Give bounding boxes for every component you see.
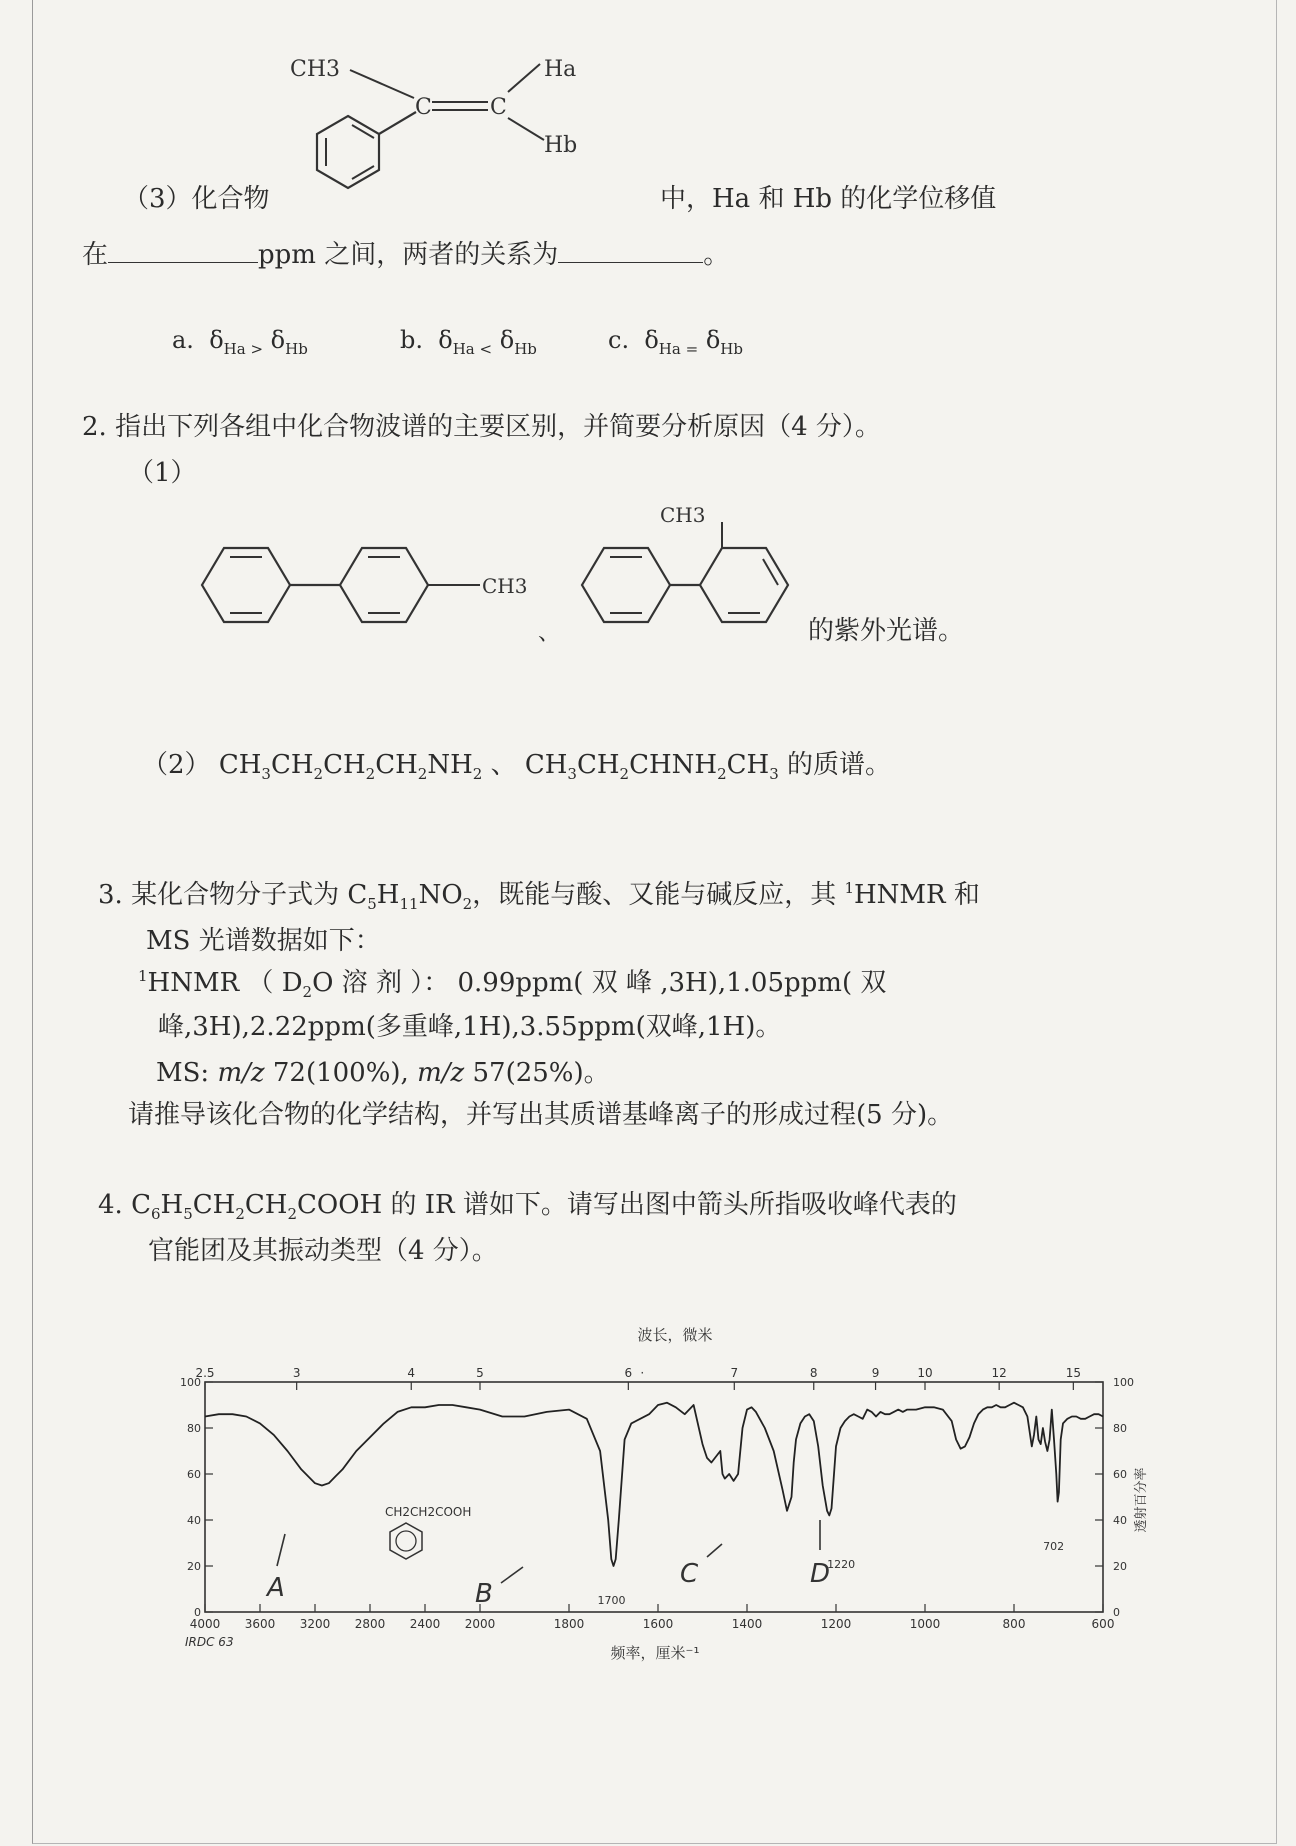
x-tick-label-top: 5 — [476, 1366, 484, 1380]
x-tick-label-bottom: 600 — [1091, 1617, 1115, 1631]
x-tick-label-bottom: 2800 — [354, 1617, 386, 1631]
y-tick-label-left: 60 — [187, 1468, 201, 1481]
x-tick-label-top: 10 — [917, 1366, 933, 1380]
q2-part1-suffix: 的紫外光谱。 — [808, 616, 965, 646]
peak-label: 1220 — [827, 1558, 856, 1571]
x-tick-label-top: 6 — [624, 1366, 633, 1380]
peak-arrow — [277, 1534, 285, 1566]
y-tick-label-left: 80 — [187, 1422, 201, 1435]
y-tick-label-left: 40 — [187, 1514, 201, 1527]
y-tick-label-left: 20 — [187, 1560, 201, 1573]
structure-separator: 、 — [538, 621, 561, 646]
peak-arrow — [707, 1544, 722, 1557]
y-tick-label-right: 80 — [1113, 1422, 1127, 1435]
peak-arrow — [501, 1567, 523, 1583]
peak-label: 702 — [1043, 1540, 1065, 1553]
x-tick-label-bottom: 2000 — [464, 1617, 496, 1631]
q4-line1: 4. $C_6H_5CH_2CH_2COOH$ 的 IR 谱如下。请写出图中箭头所指吸收峰代表的 — [98, 1190, 957, 1223]
q1-3-line1-suffix: 中，Ha 和 Hb 的化学位移值 — [660, 184, 997, 214]
peak-arrow-label: D — [810, 1559, 831, 1589]
source-label: IRDC 63 — [185, 1635, 234, 1649]
option-a: a. $\delta_{Ha >}$ $\delta_{Hb}$ — [172, 326, 308, 358]
x-tick-label-bottom: 3600 — [244, 1617, 276, 1631]
q3-line5: MS: m/z 72(100%), m/z 57(25%)。 — [156, 1058, 610, 1088]
x-tick-label-top: 2.5 — [195, 1366, 215, 1380]
y-axis-label: 透射百分率 — [1134, 1467, 1149, 1533]
q3-line3: $^1$HNMR （ $D_2O$ 溶 剂 ）： 0.99ppm( 双 峰 ,3H),1.05ppm( 双 — [138, 967, 887, 1001]
structure-alpha-methylstyrene — [290, 48, 610, 198]
y-tick-label-right: 100 — [1113, 1376, 1134, 1389]
y-tick-label-right: 20 — [1113, 1560, 1127, 1573]
x-tick-label-top: 15 — [1065, 1366, 1081, 1380]
top-axis-dot: · — [640, 1366, 645, 1380]
y-tick-label-right: 0 — [1113, 1606, 1120, 1619]
x-tick-label-bottom: 2400 — [409, 1617, 441, 1631]
x-tick-label-bottom: 4000 — [189, 1617, 221, 1631]
x-tick-label-bottom: 1400 — [731, 1617, 763, 1631]
spectrum-line — [205, 1403, 1103, 1566]
y-tick-label-right: 40 — [1113, 1514, 1127, 1527]
q1-3-line2: 在 ppm 之间，两者的关系为 。 — [82, 234, 729, 271]
x-tick-label-top: 8 — [809, 1366, 818, 1380]
answer-blank-range[interactable] — [108, 236, 258, 263]
y-tick-label-left: 100 — [180, 1376, 201, 1389]
x-tick-label-bottom: 1000 — [909, 1617, 941, 1631]
x-tick-label-bottom: 1800 — [553, 1617, 585, 1631]
peak-arrow-label: C — [680, 1559, 699, 1589]
q3-line4: 峰,3H),2.22ppm(多重峰,1H),3.55ppm(双峰,1H)。 — [158, 1012, 782, 1042]
option-b: b. $\delta_{Ha <}$ $\delta_{Hb}$ — [400, 326, 537, 358]
x-tick-label-top: 9 — [871, 1366, 880, 1380]
peak-arrow-label: A — [267, 1573, 285, 1603]
q4-line2: 官能团及其振动类型（4 分）。 — [148, 1236, 498, 1266]
x-tick-label-top: 7 — [730, 1366, 739, 1380]
ch3-label: CH3 — [290, 57, 341, 82]
methyl-label: CH3 — [660, 503, 706, 527]
hb-label: Hb — [544, 133, 578, 158]
q2-title: 2. 指出下列各组中化合物波谱的主要区别，并简要分析原因（4 分）。 — [82, 412, 881, 442]
plot-frame — [205, 1382, 1103, 1612]
x-tick-label-bottom: 1600 — [642, 1617, 674, 1631]
structure-2-methylbiphenyl — [580, 500, 790, 630]
answer-blank-relation[interactable] — [558, 236, 703, 263]
q1-3-line1-prefix: （3）化合物 — [123, 184, 270, 214]
chart-title: 波长，微米 — [637, 1326, 713, 1344]
q3-line2: MS 光谱数据如下： — [146, 926, 381, 956]
q2-part2: （2） $CH_3CH_2CH_2CH_2NH_2$ 、 $CH_3CH_2CHNH_2CH_3$ 的质谱。 — [142, 750, 892, 783]
ha-label: Ha — [544, 57, 577, 82]
compound-label: CH2CH2COOH — [385, 1505, 472, 1519]
x-tick-label-top: 4 — [407, 1366, 416, 1380]
q2-part1-label: （1） — [128, 458, 197, 488]
methyl-label: CH3 — [482, 574, 528, 598]
y-tick-label-right: 60 — [1113, 1468, 1127, 1481]
q3-line6: 请推导该化合物的化学结构，并写出其质谱基峰离子的形成过程(5 分)。 — [128, 1100, 954, 1130]
option-c: c. $\delta_{Ha =}$ $\delta_{Hb}$ — [608, 326, 743, 358]
y-tick-label-left: 0 — [194, 1606, 201, 1619]
carbon-label: C — [415, 95, 432, 120]
benzene-sketch — [390, 1523, 422, 1559]
peak-label: 1700 — [597, 1594, 626, 1607]
peak-arrow-label: B — [475, 1579, 493, 1609]
x-tick-label-top: 12 — [991, 1366, 1007, 1380]
q3-line1: 3. 某化合物分子式为 $C_5H_{11}NO_2$，既能与酸、又能与碱反应，其 $^1$HNMR 和 — [98, 879, 980, 913]
ir-spectrum-chart — [180, 1320, 1165, 1680]
x-axis-label: 频率，厘米⁻¹ — [610, 1644, 700, 1662]
benzene-ring-circle — [396, 1531, 416, 1551]
x-tick-label-bottom: 3200 — [299, 1617, 331, 1631]
x-tick-label-bottom: 1200 — [820, 1617, 852, 1631]
carbon-label: C — [490, 95, 507, 120]
structure-4-methylbiphenyl — [180, 540, 570, 630]
x-tick-label-bottom: 800 — [1002, 1617, 1026, 1631]
x-tick-label-top: 3 — [292, 1366, 301, 1380]
